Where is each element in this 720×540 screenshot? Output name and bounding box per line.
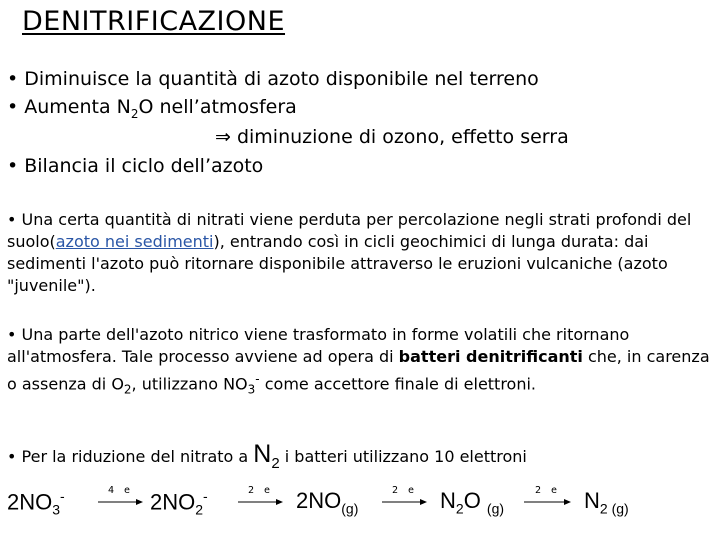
n2-n: N bbox=[584, 488, 600, 513]
no-formula: 2NO bbox=[296, 488, 342, 513]
nitrate-formula: 2NO bbox=[7, 489, 53, 515]
species-nitric-oxide bbox=[296, 488, 358, 516]
nitrate-sub: 3 bbox=[52, 501, 61, 518]
arrow-3 bbox=[380, 485, 428, 507]
bullet-2-continuation-text: diminuzione di ozono, effetto serra bbox=[230, 126, 569, 148]
reduction-post: i batteri utilizzano 10 elettroni bbox=[279, 447, 527, 466]
reduction-line bbox=[7, 440, 527, 472]
bullet-1: • Diminuisce la quantità di azoto disponibile nel terreno bbox=[7, 68, 539, 90]
n2-sub: 2 (g) bbox=[599, 500, 629, 517]
no-sub: (g) bbox=[341, 500, 359, 517]
n2o-state: (g) bbox=[486, 500, 505, 517]
page-title: DENITRIFICAZIONE bbox=[22, 6, 286, 37]
bullet-2-sub: 2 bbox=[130, 106, 139, 121]
nitrite-sub: 2 bbox=[195, 501, 204, 518]
nitrite-formula: 2NO bbox=[150, 489, 196, 515]
arrow-1 bbox=[96, 485, 144, 507]
no3-superscript: - bbox=[255, 372, 260, 386]
nitrate-sup: - bbox=[60, 488, 65, 504]
paragraph-bacteria-part3: , utilizzano NO bbox=[131, 374, 248, 394]
arrow-right-icon bbox=[236, 497, 284, 507]
arrow-1-label: 4 e bbox=[107, 485, 133, 496]
arrow-2 bbox=[236, 485, 284, 507]
arrow-right-icon bbox=[380, 497, 428, 507]
arrow-right-icon bbox=[96, 497, 144, 507]
paragraph-sediments-part1: • Una certa quantità di nitrati viene perduta per percolazione negli strati profondi del suolo( bbox=[7, 210, 692, 251]
paragraph-sediments-part2: ), entrando così in cicli geochimici di lunga durata: dai sedimenti l'azoto può ritornare disponibile attraverso le eruzioni vulcaniche (azoto "juvenile"). bbox=[7, 232, 668, 295]
sediments-link[interactable]: azoto nei sedimenti bbox=[55, 232, 214, 251]
no3-subscript: 3 bbox=[247, 382, 256, 397]
bullet-2-continuation bbox=[215, 126, 569, 148]
paragraph-sediments bbox=[7, 209, 713, 297]
n2o-o: O bbox=[463, 488, 487, 513]
arrow-4-label: 2 e bbox=[534, 485, 560, 496]
paragraph-bacteria-part1: • Una parte dell'azoto nitrico viene trasformato in forme volatili che ritornano all'atmosfera. Tale processo avviene ad opera di bbox=[7, 325, 630, 366]
bullet-3: • Bilancia il ciclo dell’azoto bbox=[7, 155, 264, 177]
bullet-2-post: O nell’atmosfera bbox=[138, 96, 297, 118]
paragraph-bacteria-part4: come accettore finale di elettroni. bbox=[259, 374, 537, 394]
reduction-n-sub: 2 bbox=[271, 455, 280, 472]
paragraph-bacteria-part2: che, in carenza o assenza di O bbox=[7, 347, 710, 394]
implies-symbol: ⇒ bbox=[215, 126, 231, 148]
n2o-sub: 2 bbox=[455, 500, 464, 517]
nitrite-sup: - bbox=[203, 488, 208, 504]
bullet-2 bbox=[7, 96, 297, 121]
reduction-n: N bbox=[253, 440, 272, 468]
species-nitrous-oxide bbox=[440, 488, 504, 516]
o2-subscript: 2 bbox=[123, 382, 132, 397]
species-nitrite bbox=[150, 488, 208, 518]
arrow-4 bbox=[522, 485, 572, 507]
species-nitrate bbox=[7, 488, 65, 518]
denitrifying-bacteria-bold: batteri denitrificanti bbox=[398, 347, 583, 366]
n2o-n: N bbox=[440, 488, 456, 513]
arrow-3-label: 2 e bbox=[391, 485, 417, 496]
paragraph-denitrifying-bacteria bbox=[7, 324, 713, 401]
species-nitrogen bbox=[584, 488, 629, 516]
reduction-n2 bbox=[253, 440, 280, 472]
arrow-2-label: 2 e bbox=[247, 485, 273, 496]
arrow-right-icon bbox=[522, 497, 572, 507]
reduction-pre: • Per la riduzione del nitrato a bbox=[7, 447, 254, 466]
bullet-2-pre: • Aumenta N bbox=[7, 96, 131, 118]
